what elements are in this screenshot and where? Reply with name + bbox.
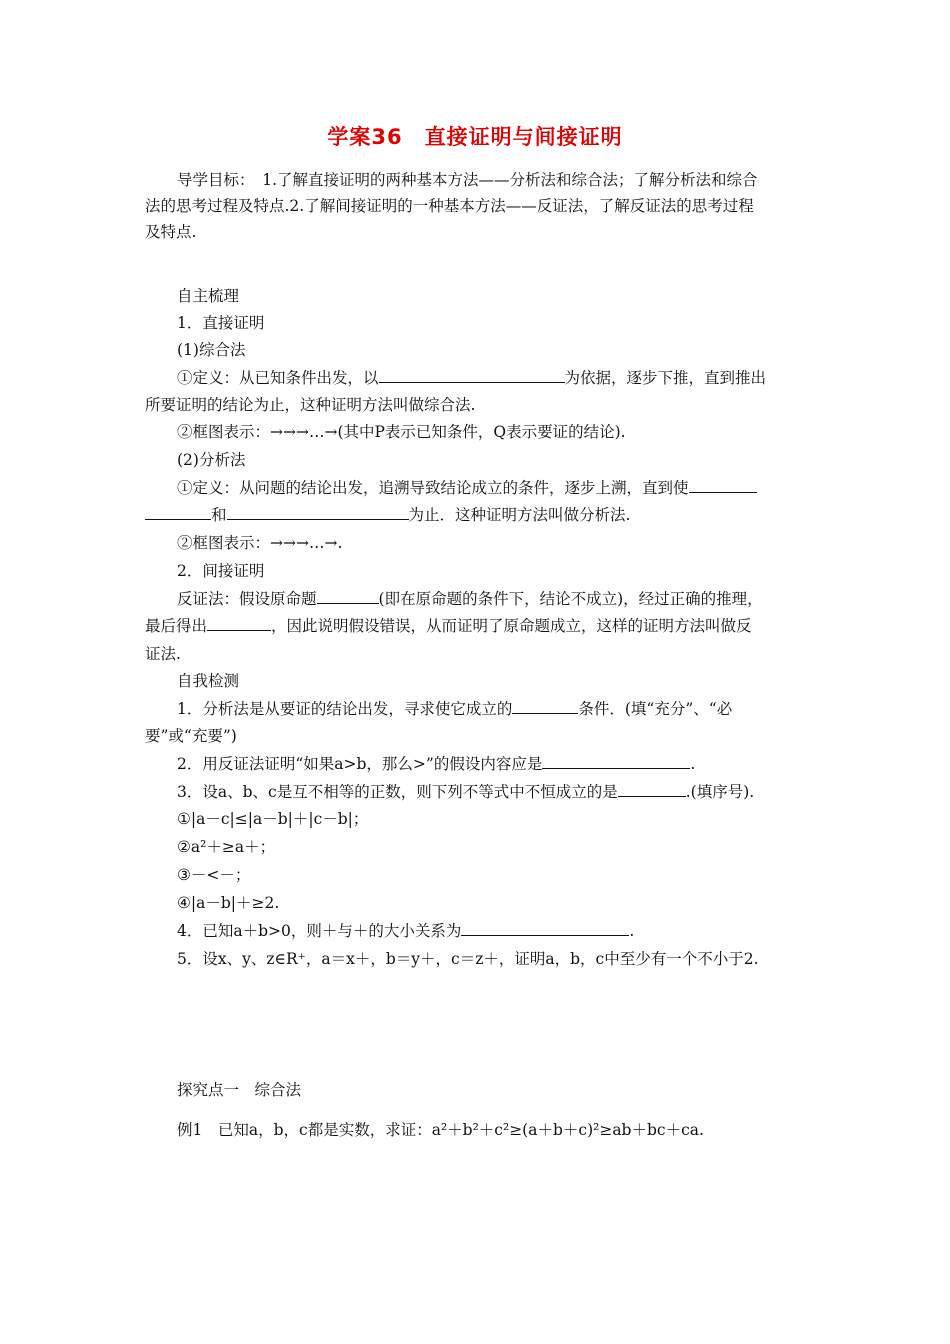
synthesis-diagram: ②框图表示：→→→…→(其中P表示已知条件，Q表示要证的结论). [177, 423, 626, 441]
q2-period: . [690, 755, 696, 773]
contradiction-text-3: 最后得出 [145, 617, 208, 635]
synthesis-def-text-2: 为依据，逐步下推，直到推出 [564, 369, 767, 387]
question-5: 5．设x、y、z∈R⁺，a＝x＋，b＝y＋，c＝z＋，证明a，b，c中至少有一个不小于2. [177, 950, 759, 968]
contradiction-line-3: 证法. [145, 645, 181, 663]
explore-heading: 探究点一 综合法 [177, 1081, 302, 1099]
synthesis-def-text-1: ①定义：从已知条件出发，以 [177, 369, 379, 387]
review-heading: 自主梳理 [177, 287, 240, 305]
question-1 [177, 699, 732, 719]
goals-line-1: 导学目标： 1.了解直接证明的两种基本方法——分析法和综合法；了解分析法和综合 [177, 171, 758, 189]
blank-analysis-1a[interactable] [689, 478, 757, 493]
contradiction-text-4: ，因此说明假设错误，从而证明了原命题成立，这样的证明方法叫做反 [271, 617, 752, 635]
q3-option-4: ④|a－b|＋≥2. [177, 894, 280, 912]
section-direct-proof: 1．直接证明 [177, 314, 265, 332]
analysis-def-and: 和 [211, 506, 227, 524]
goals-line-2: 法的思考过程及特点.2.了解间接证明的一种基本方法——反证法，了解反证法的思考过程 [145, 197, 754, 215]
subsection-analysis: (2)分析法 [177, 451, 246, 469]
question-4 [177, 921, 634, 941]
question-3 [177, 782, 754, 802]
analysis-diagram: ②框图表示：→→→…→. [177, 534, 343, 552]
goals-line-3: 及特点. [145, 223, 197, 241]
q1-text-2: 条件．(填“充分”、“必 [578, 700, 733, 718]
subsection-synthesis: (1)综合法 [177, 341, 246, 359]
analysis-def-text-2: 为止．这种证明方法叫做分析法. [408, 506, 631, 524]
analysis-def-text-1: ①定义：从问题的结论出发，追溯导致结论成立的条件，逐步上溯，直到使 [177, 479, 689, 497]
blank-q1[interactable] [512, 699, 578, 714]
q4-text: 4．已知a＋b>0，则＋与＋的大小关系为 [177, 922, 462, 940]
q4-period: . [629, 922, 635, 940]
contradiction-line-2 [145, 616, 752, 636]
example-1: 例1 已知a，b，c都是实数，求证：a²＋b²＋c²≥(a＋b＋c)²≥ab＋bc＋ca. [177, 1121, 704, 1139]
check-heading: 自我检测 [177, 672, 240, 690]
q3-option-3: ③－<－； [177, 866, 251, 884]
contradiction-line-1 [177, 589, 763, 609]
question-2 [177, 754, 695, 774]
question-1-line-2: 要”或“充要”) [145, 727, 237, 745]
blank-q2[interactable] [542, 754, 690, 769]
q3-text: 3．设a、b、c是互不相等的正数，则下列不等式中不恒成立的是 [177, 783, 618, 801]
q3-option-1: ①|a－c|≤|a－b|＋|c－b|； [177, 810, 369, 828]
analysis-def-line-2 [145, 505, 630, 525]
page-title: 学案36 直接证明与间接证明 [327, 125, 623, 149]
q3-hint: .(填序号). [685, 783, 755, 801]
blank-analysis-2[interactable] [227, 505, 409, 520]
contradiction-text-2: (即在原命题的条件下，结论不成立)，经过正确的推理， [378, 590, 763, 608]
section-indirect-proof: 2．间接证明 [177, 562, 265, 580]
blank-analysis-1b[interactable] [145, 505, 211, 520]
blank-hypothesis[interactable] [317, 589, 379, 604]
q2-text: 2．用反证法证明“如果a>b，那么>”的假设内容应是 [177, 755, 543, 773]
blank-q3[interactable] [618, 782, 686, 797]
q1-text-1: 1．分析法是从要证的结论出发，寻求使它成立的 [177, 700, 513, 718]
synthesis-definition [177, 368, 766, 388]
blank-basis[interactable] [379, 368, 565, 383]
analysis-definition [177, 478, 757, 498]
contradiction-text-1: 反证法：假设原命题 [177, 590, 317, 608]
blank-conclusion[interactable] [207, 616, 271, 631]
q3-option-2: ②a²＋≥a＋； [177, 838, 276, 856]
blank-q4[interactable] [461, 921, 629, 936]
synthesis-def-line-2: 所要证明的结论为止，这种证明方法叫做综合法. [145, 396, 476, 414]
